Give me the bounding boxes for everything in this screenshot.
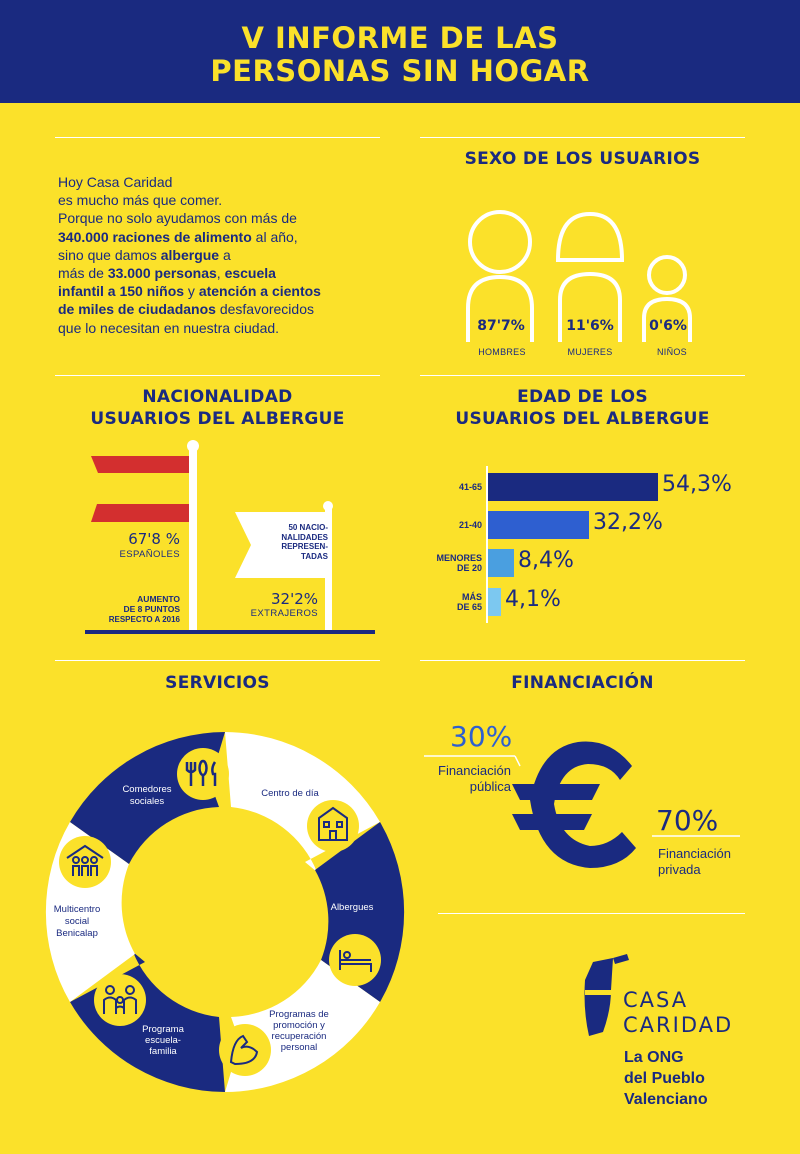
baseline-bar xyxy=(85,630,375,634)
sexo-pct-hombres: 87'7% xyxy=(477,318,525,334)
intro-fragment: desfavorecidos xyxy=(215,301,314,318)
flag-text-line: NALIDADES xyxy=(281,532,328,542)
escuela-label-3: familia xyxy=(149,1046,177,1057)
multicentro-label-1: Multicentro xyxy=(53,904,101,915)
sexo-title: SEXO DE LOS USUARIOS xyxy=(464,149,701,169)
divider xyxy=(55,375,380,376)
pub-pct: 30% xyxy=(450,720,513,753)
edad-bar-category-line: MÁS xyxy=(462,592,482,602)
priv-label-2: privada xyxy=(658,862,701,877)
header-banner xyxy=(0,0,800,103)
intro-line xyxy=(58,228,388,246)
edad-bar-category xyxy=(410,520,482,530)
intro-fragment: más de xyxy=(58,265,108,282)
title-line-1: V INFORME DE LAS xyxy=(241,21,559,55)
brand-tag-2: del Pueblo xyxy=(624,1070,705,1087)
brand-tag-3: Valenciano xyxy=(624,1091,708,1108)
comedores-label-1: Comedores xyxy=(122,784,172,795)
priv-label-1: Financiación xyxy=(658,846,731,861)
building-icon xyxy=(307,800,359,852)
intro-line xyxy=(58,264,388,282)
intro-fragment: , xyxy=(216,265,225,282)
edad-bar-value: 54,3% xyxy=(662,472,732,497)
edad-bar xyxy=(488,511,589,539)
multicentro-label-2: social xyxy=(64,916,90,927)
intro-fragment: sino que damos xyxy=(58,246,161,263)
title-line-2: PERSONAS SIN HOGAR xyxy=(210,54,590,88)
edad-bar xyxy=(488,549,514,577)
edad-bar-value: 8,4% xyxy=(518,548,574,573)
edad-title-1: EDAD DE LOS xyxy=(517,387,648,407)
divider xyxy=(420,137,745,138)
extranjeros-pct: 32'2% xyxy=(270,590,318,608)
family-icon xyxy=(94,974,146,1026)
intro-highlight: albergue xyxy=(160,246,220,263)
bed-icon xyxy=(329,934,381,986)
edad-bar-category-line: DE 65 xyxy=(456,602,482,612)
multicentro-label-3: Benicalap xyxy=(56,928,98,939)
intro-line: es mucho más que comer. xyxy=(58,192,223,209)
albergues-label: Albergues xyxy=(330,902,374,913)
financiacion-title: FINANCIACIÓN xyxy=(511,673,654,693)
divider xyxy=(420,660,745,661)
intro-fragment: a xyxy=(219,246,231,263)
euro-icon xyxy=(512,742,636,869)
edad-bar xyxy=(488,588,501,616)
nacionalidad-title-1: NACIONALIDAD xyxy=(142,387,293,407)
programas-label-3: recuperación xyxy=(271,1031,327,1042)
intro-highlight: infantil a 150 niños xyxy=(58,283,185,300)
edad-bar xyxy=(488,473,658,501)
pub-label-2: pública xyxy=(469,779,511,794)
intro-highlight: 340.000 raciones de alimento xyxy=(58,228,252,245)
nacionalidad-title-2: USUARIOS DEL ALBERGUE xyxy=(90,409,345,429)
people-shelter-icon xyxy=(59,836,111,888)
edad-bar-value: 32,2% xyxy=(593,510,663,535)
intro-line: que lo necesitan en nuestra ciudad. xyxy=(58,319,280,336)
intro-line xyxy=(58,282,388,300)
espanoles-pct: 67'8 % xyxy=(128,530,180,548)
intro-line xyxy=(58,246,388,264)
edad-bar-category-line: MENORES xyxy=(436,553,482,563)
edad-bar-category-line: 21-40 xyxy=(458,520,482,530)
comedores-label-2: sociales xyxy=(129,796,165,807)
intro-text xyxy=(58,173,388,337)
divider xyxy=(55,660,380,661)
brand-name-2: CARIDAD xyxy=(623,1013,734,1037)
sexo-label-ninos: NIÑOS xyxy=(656,347,687,357)
edad-bar-category xyxy=(410,592,482,612)
intro-line: Porque no solo ayudamos con más de xyxy=(58,210,297,227)
divider xyxy=(420,375,745,376)
intro-highlight: 33.000 personas xyxy=(107,265,217,282)
edad-bar-category xyxy=(410,553,482,573)
servicios-ring xyxy=(35,722,415,1102)
programas-label-4: personal xyxy=(280,1042,318,1053)
intro-fragment: al año, xyxy=(251,228,298,245)
sexo-pct-mujeres: 11'6% xyxy=(566,318,614,334)
flag-text xyxy=(258,523,328,561)
sexo-pct-ninos: 0'6% xyxy=(649,318,687,334)
sexo-label-hombres: HOMBRES xyxy=(478,347,526,357)
flag-text-line: TADAS xyxy=(301,551,328,561)
programas-label-2: promoción y xyxy=(273,1020,325,1031)
divider xyxy=(438,913,745,914)
aumento-label-2: DE 8 PUNTOS xyxy=(123,604,180,614)
centro-label: Centro de día xyxy=(261,788,319,799)
programas-label-1: Programas de xyxy=(269,1009,329,1020)
sexo-label-mujeres: MUJERES xyxy=(567,347,613,357)
escuela-label-2: escuela- xyxy=(145,1035,181,1046)
priv-pct: 70% xyxy=(656,804,719,837)
flag-text-line: 50 NACIO- xyxy=(288,523,328,532)
intro-highlight: de miles de ciudadanos xyxy=(58,301,216,318)
intro-line xyxy=(58,300,388,318)
strength-arm-icon xyxy=(219,1024,271,1076)
brand-tag-1: La ONG xyxy=(624,1049,684,1066)
edad-bar-category-line: 41-65 xyxy=(458,482,482,492)
escuela-label-1: Programa xyxy=(142,1024,184,1035)
pub-label-1: Financiación xyxy=(438,763,511,778)
edad-title-2: USUARIOS DEL ALBERGUE xyxy=(455,409,710,429)
intro-highlight: escuela xyxy=(224,265,276,282)
edad-bar-value: 4,1% xyxy=(505,587,561,612)
brand-name-1: CASA xyxy=(623,988,689,1012)
espanoles-label: ESPAÑOLES xyxy=(119,549,180,560)
flag-text-line: REPRESEN- xyxy=(281,542,328,551)
edad-bar-category xyxy=(410,482,482,492)
intro-fragment: y xyxy=(184,283,199,300)
edad-bar-category-line: DE 20 xyxy=(456,563,482,573)
aumento-label-3: RESPECTO A 2016 xyxy=(108,615,180,624)
divider xyxy=(55,137,380,138)
aumento-label-1: AUMENTO xyxy=(137,594,180,604)
extranjeros-label: EXTRAJEROS xyxy=(250,608,318,619)
intro-highlight: atención a cientos xyxy=(198,283,321,300)
servicios-title: SERVICIOS xyxy=(165,673,270,693)
intro-line: Hoy Casa Caridad xyxy=(58,174,173,190)
cutlery-icon xyxy=(177,748,229,800)
